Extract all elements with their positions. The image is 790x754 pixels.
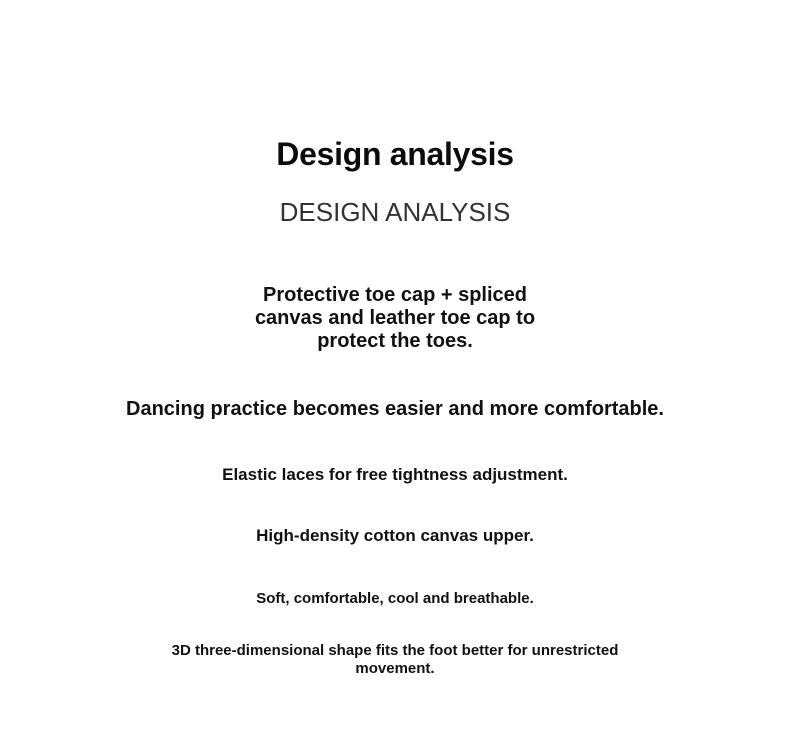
feature-laces: Elastic laces for free tightness adjustment. — [222, 465, 568, 484]
feature-comfort: Soft, comfortable, cool and breathable. — [256, 590, 534, 607]
feature-toe-cap-line-3: protect the toes. — [317, 330, 473, 352]
feature-toe-cap-line-1: Protective toe cap + spliced — [263, 284, 527, 306]
feature-toe-cap — [0, 284, 790, 353]
feature-toe-cap-line-2: canvas and leather toe cap to — [254, 307, 536, 329]
feature-dancing: Dancing practice becomes easier and more comfortable. — [126, 398, 664, 420]
feature-upper: High-density cotton canvas upper. — [256, 526, 534, 545]
feature-shape-line-2: movement. — [355, 660, 435, 677]
page-subtitle: DESIGN ANALYSIS — [279, 197, 511, 227]
feature-shape — [0, 642, 790, 678]
feature-shape-line-1: 3D three-dimensional shape fits the foot better for unrestricted — [171, 642, 619, 659]
page-title: Design analysis — [276, 136, 514, 172]
